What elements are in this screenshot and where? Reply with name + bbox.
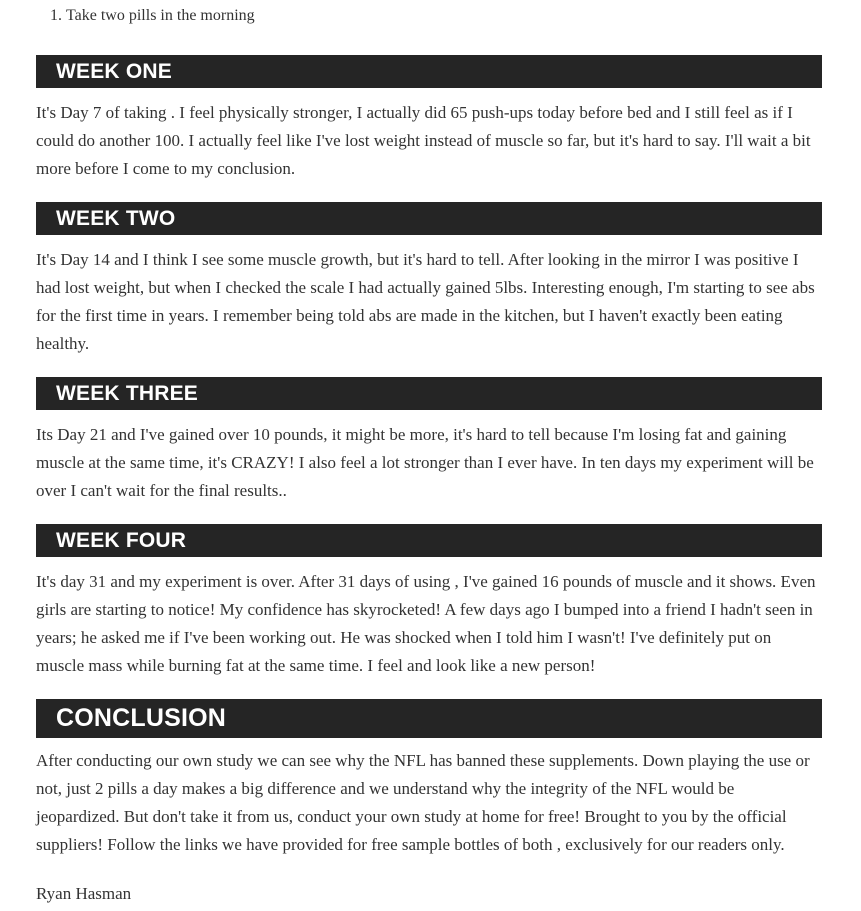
section-paragraph: It's day 31 and my experiment is over. After 31 days of using , I've gained 16 pounds of muscle and it shows. Even girls are starting to notice! My confidence has skyrocketed! A few days ago I bumped into a friend I hadn't seen in years; he asked me if I've been working out. He was shocked when I told him I wasn't! I've definitely put on muscle mass while burning fat at the same time. I feel and look like a new person! — [36, 572, 816, 675]
conclusion-heading: CONCLUSION — [36, 699, 822, 738]
section-paragraph: It's Day 14 and I think I see some muscle growth, but it's hard to tell. After looking in the mirror I was positive I had lost weight, but when I checked the scale I had actually gained 5lbs. Interesting enough, I'm starting to see abs for the first time in years. I remember being told abs are made in the kitchen, but I haven't exactly been eating healthy. — [36, 250, 815, 353]
section-week-two — [36, 202, 822, 358]
conclusion-paragraph: After conducting our own study we can see why the NFL has banned these supplements. Down playing the use or not, just 2 pills a day makes a big difference and we understand why the integrity of the NFL would be jeopardized. But don't take it from us, conduct your own study at home for free! Brought to you by the official suppliers! Follow the links we have provided for free sample bottles of both , exclusively for our readers only. — [36, 751, 810, 854]
section-week-three — [36, 377, 822, 505]
section-heading: WEEK ONE — [36, 55, 822, 88]
instructions-list — [36, 6, 255, 26]
section-week-four — [36, 524, 822, 680]
section-week-one — [36, 55, 822, 183]
instruction-step: 1. Take two pills in the morning — [66, 6, 255, 26]
author-signature: Ryan Hasman — [36, 884, 132, 903]
section-conclusion — [36, 699, 822, 859]
section-paragraph: It's Day 7 of taking . I feel physically stronger, I actually did 65 push-ups today before bed and I still feel as if I could do another 100. I actually feel like I've lost weight instead of muscle so far, but it's hard to say. I'll wait a bit more before I come to my conclusion. — [36, 103, 811, 178]
section-heading: WEEK THREE — [36, 377, 822, 410]
section-heading: WEEK FOUR — [36, 524, 822, 557]
section-heading: WEEK TWO — [36, 202, 822, 235]
section-paragraph: Its Day 21 and I've gained over 10 pounds, it might be more, it's hard to tell because I'm losing fat and gaining muscle at the same time, it's CRAZY! I also feel a lot stronger than I ever have. In ten days my experiment will be over I can't wait for the final results.. — [36, 425, 814, 500]
